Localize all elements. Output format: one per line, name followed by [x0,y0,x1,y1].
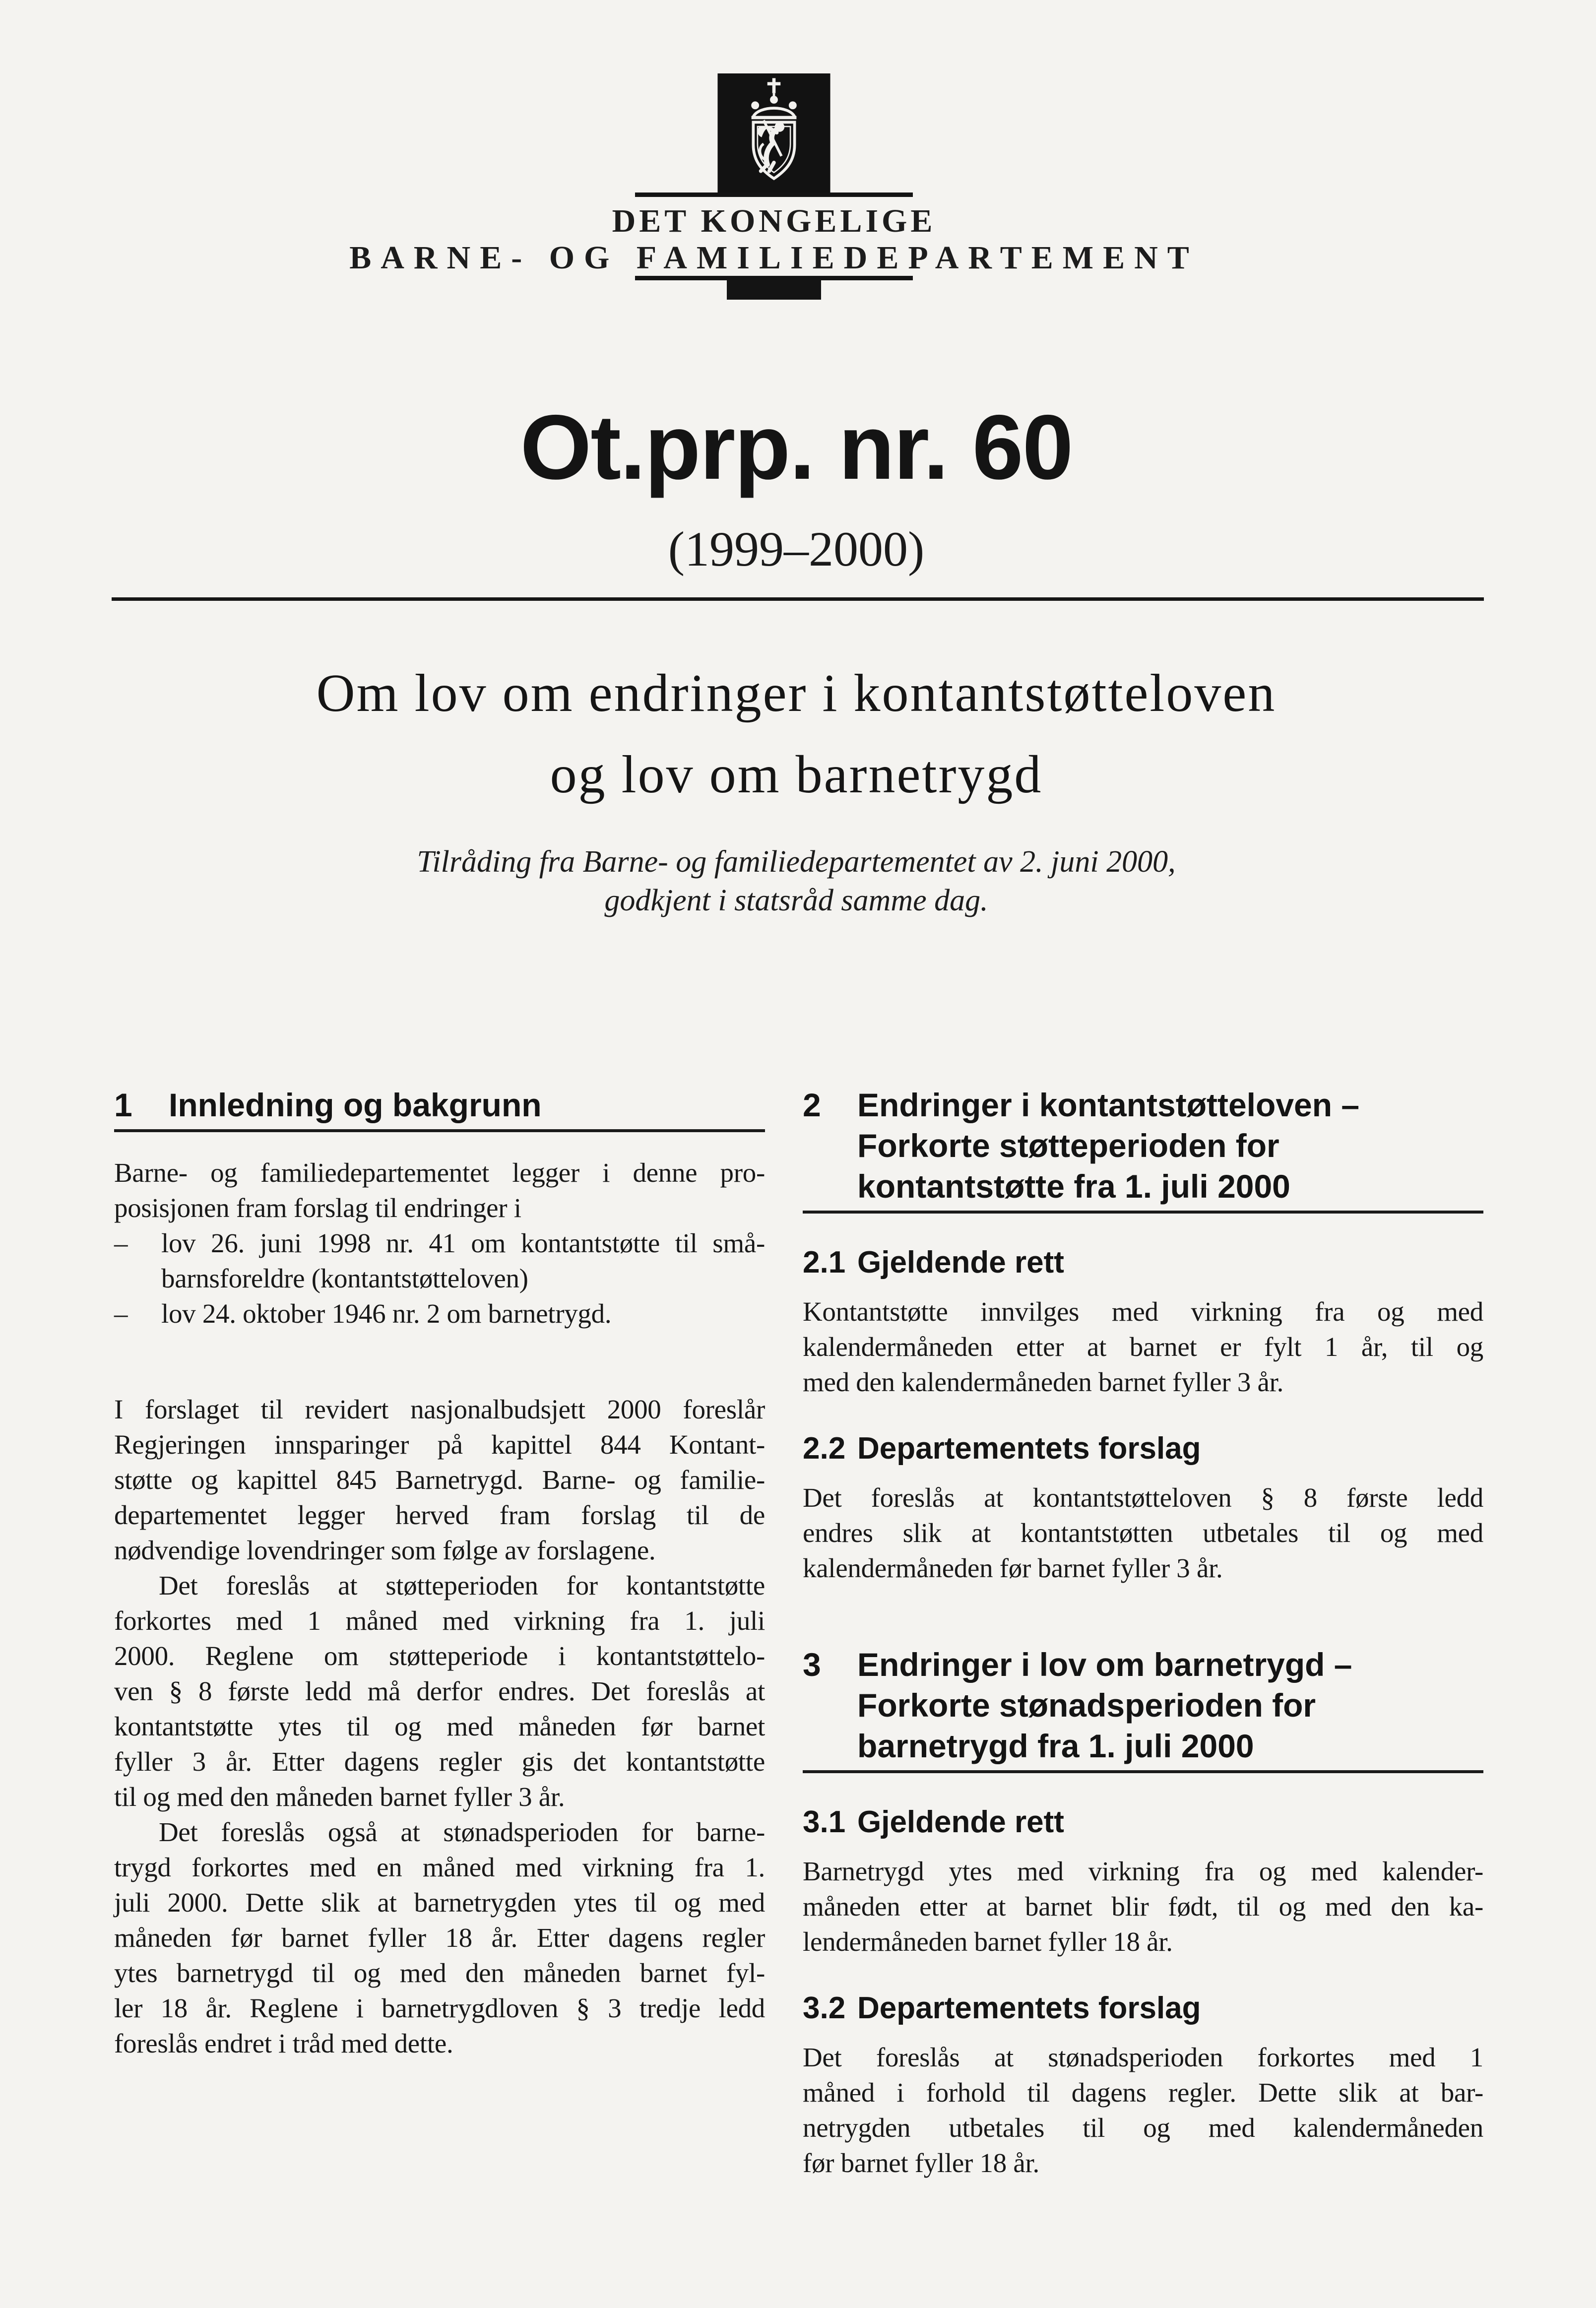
text-line: lov 24. oktober 1946 nr. 2 om barnetrygd. [161,1298,612,1329]
ministry-name-line2: BARNE- OG FAMILIEDEPARTEMENT [349,240,1199,276]
text-line: foreslås endret i tråd med dette. [114,2028,453,2058]
text-line: Det foreslås at kontantstøtteloven § 8 første ledd [803,1482,1483,1513]
list-dash-marker: – [114,1298,128,1329]
section-heading [803,1644,1483,1766]
masthead-divider-rule [112,597,1484,601]
section-number: 1 [114,1087,132,1123]
main-title-line1: Om lov om endringer i kontantstøtteloven [316,664,1277,723]
paragraph [803,2040,1483,2180]
heading-line: Endringer i kontantstøtteloven – [857,1087,1360,1123]
text-line: nødvendige lovendringer som følge av forslagene. [114,1535,656,1565]
text-line: lov 26. juni 1998 nr. 41 om kontantstøtte til små- [161,1228,765,1258]
sub-heading [803,1804,1483,1841]
dash-list [114,1225,765,1331]
left-column [114,1085,765,2061]
section-number: 3.1 [803,1805,846,1839]
text-line: endres slik at kontantstøtten utbetales til og med [803,1518,1483,1548]
text-line: Barnetrygd ytes med virkning fra og med kalender- [803,1856,1483,1886]
text-line: støtte og kapittel 845 Barnetrygd. Barne- og familie- [114,1465,765,1495]
recommendation-line2: godkjent i statsråd samme dag. [604,884,988,917]
recommendation-line1: Tilråding fra Barne- og familiedepartementet av 2. juni 2000, [417,845,1176,879]
section-heading [803,1085,1483,1207]
section-heading [114,1085,765,1125]
text-line: Det foreslås at stønadsperioden forkortes med 1 [803,2042,1483,2072]
heading-line: Forkorte stønadsperioden for [857,1687,1316,1724]
text-line: juli 2000. Dette slik at barnetrygden ytes til og med [114,1887,765,1918]
sub-heading [803,1430,1483,1467]
text-line: departementet legger herved fram forslag til de [114,1500,765,1530]
heading-line: Departementets forslag [857,1431,1201,1466]
paragraph [114,1568,765,1814]
text-line: forkortes med 1 måned med virkning fra 1. juli [114,1605,765,1636]
heading-line: Endringer i lov om barnetrygd – [857,1646,1352,1683]
heading-line: barnetrygd fra 1. juli 2000 [857,1728,1254,1764]
list-item [114,1225,765,1296]
main-title-line2: og lov om barnetrygd [550,745,1043,804]
text-line: Det foreslås også at stønadsperioden for barne- [159,1817,765,1847]
text-line: måneden etter at barnet blir født, til og med den ka- [803,1891,1483,1922]
text-line: til og med den måneden barnet fyller 3 år. [114,1782,565,1812]
text-line: barnsforeldre (kontantstøtteloven) [161,1263,528,1293]
heading-line: Gjeldende rett [857,1805,1064,1839]
text-line: I forslaget til revidert nasjonalbudsjett 2000 foreslår [114,1394,765,1424]
parliament-session: (1999–2000) [668,521,925,577]
heading-line: kontantstøtte fra 1. juli 2000 [857,1168,1290,1205]
text-line: før barnet fyller 18 år. [803,2148,1039,2178]
header-rule-top [635,192,913,197]
list-dash-marker: – [114,1228,128,1258]
text-line: med den kalendermåneden barnet fyller 3 år. [803,1367,1284,1397]
section-number: 2.2 [803,1431,846,1466]
text-line: lendermåneden barnet fyller 18 år. [803,1926,1173,1957]
heading-line: Innledning og bakgrunn [169,1087,542,1123]
norwegian-royal-coat-of-arms-icon [716,73,831,195]
text-line: netrygden utbetales til og med kalendermåneden [803,2113,1483,2143]
document-number-title: Ot.prp. nr. 60 [520,396,1073,499]
sub-heading [803,1244,1483,1281]
text-line: kontantstøtte ytes til og med måneden før barnet [114,1711,765,1741]
recommendation-note [417,842,1175,920]
text-line: posisjonen fram forslag til endringer i [114,1193,521,1223]
heading-line: Gjeldende rett [857,1245,1064,1280]
heading-line: Departementets forslag [857,1991,1201,2025]
paragraph [114,1814,765,2061]
heading-rule [803,1770,1483,1773]
header-rule-pedestal [727,279,821,300]
section-number: 2 [803,1087,821,1123]
text-line: kalendermåneden etter at barnet er fylt 1 år, til og [803,1332,1483,1362]
section-number: 2.1 [803,1245,846,1280]
text-line: Regjeringen innsparinger på kapittel 844 Kontant- [114,1429,765,1460]
text-line: 2000. Reglene om støtteperiode i kontantstøttelo- [114,1641,765,1671]
paragraph [803,1854,1483,1959]
right-column [803,1085,1483,2180]
text-line: måned i forhold til dagens regler. Dette slik at bar- [803,2077,1483,2108]
text-line: måneden før barnet fyller 18 år. Etter dagens regler [114,1923,765,1953]
sub-heading [803,1990,1483,2027]
heading-rule [803,1211,1483,1214]
paragraph [114,1392,765,1568]
text-line: ven § 8 første ledd må derfor endres. Det foreslås at [114,1676,765,1706]
section-number: 3.2 [803,1991,846,2025]
text-line: Kontantstøtte innvilges med virkning fra og med [803,1296,1483,1327]
text-line: Barne- og familiedepartementet legger i denne pro- [114,1157,765,1188]
text-line: ytes barnetrygd til og med den måneden barnet fyl- [114,1958,765,1988]
paragraph [114,1155,765,1225]
list-item [114,1296,765,1331]
text-line: fyller 3 år. Etter dagens regler gis det kontantstøtte [114,1746,765,1777]
text-line: kalendermåneden før barnet fyller 3 år. [803,1553,1223,1583]
section-number: 3 [803,1646,821,1683]
text-line: trygd forkortes med en måned med virkning fra 1. [114,1852,765,1882]
paragraph [803,1480,1483,1586]
paragraph [803,1294,1483,1400]
ministry-name-line1: DET KONGELIGE [612,203,936,239]
text-line: Det foreslås at støtteperioden for kontantstøtte [159,1570,765,1601]
text-line: ler 18 år. Reglene i barnetrygdloven § 3 tredje ledd [114,1993,765,2023]
document-main-title [317,653,1277,816]
heading-line: Forkorte støtteperioden for [857,1127,1279,1164]
heading-rule [114,1129,765,1132]
